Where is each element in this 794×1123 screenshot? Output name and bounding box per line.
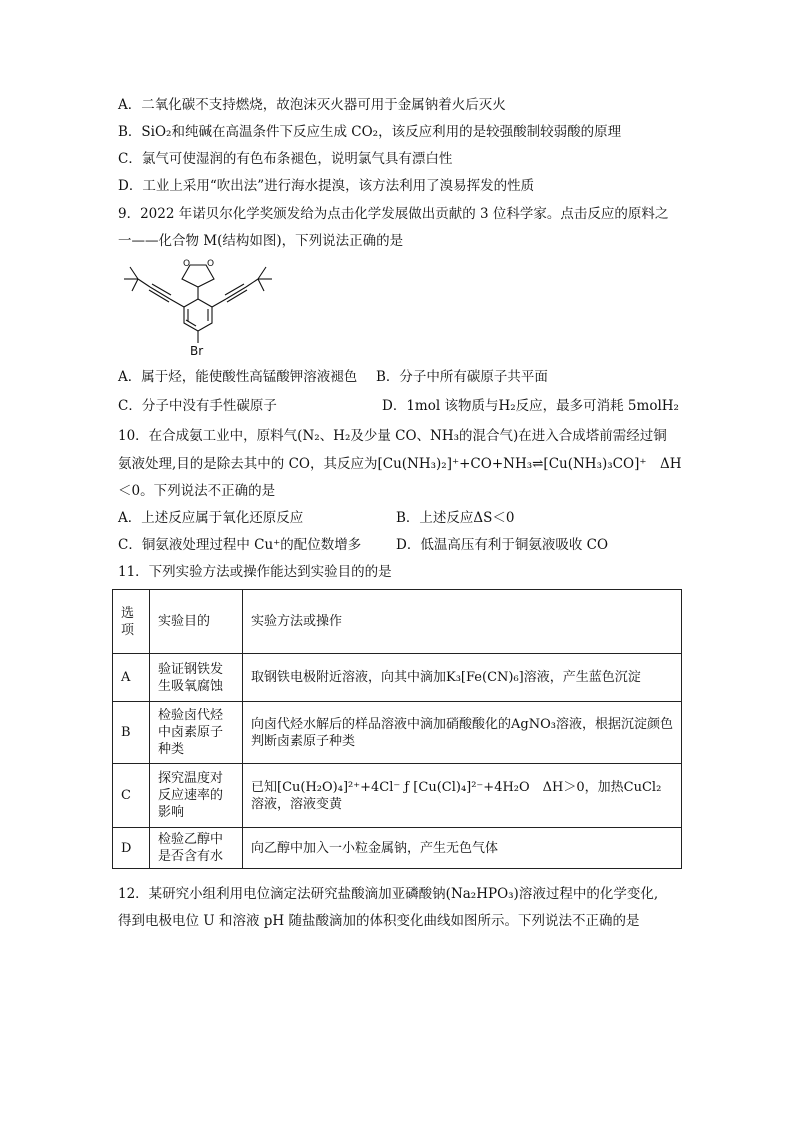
row-method: 向卤代烃水解后的样品溶液中滴加硝酸酸化的AgNO₃溶液，根据沉淀颜色判断卤素原子种类 <box>243 702 682 764</box>
row-method: 已知[Cu(H₂O)₄]²⁺+4Cl⁻ ƒ [Cu(Cl)₄]²⁻+4H₂O ΔH＞0，加热CuCl₂溶液，溶液变黄 <box>243 764 682 828</box>
q11-stem: 11．下列实验方法或操作能达到实验目的的是 <box>118 564 392 580</box>
q10-option-c: C．铜氨液处理过程中 Cu⁺的配位数增多 <box>118 537 362 553</box>
row-option: D <box>113 828 150 869</box>
table-row <box>113 828 682 869</box>
bromine-label: Br <box>190 344 204 358</box>
q10-option-d: D．低温高压有利于铜氨液吸收 CO <box>396 537 609 553</box>
q10-stem-line2: 氨液处理,目的是除去其中的 CO，其反应为[Cu(NH₃)₂]⁺+CO+NH₃⇌[Cu(NH₃)₃CO]⁺ ΔH <box>118 456 682 472</box>
q8-option-b: B．SiO₂和纯碱在高温条件下反应生成 CO₂，该反应利用的是较强酸制较弱酸的原理 <box>118 124 622 140</box>
row-purpose: 检验卤代烃中卤素原子种类 <box>150 702 243 764</box>
q10-option-b: B．上述反应ΔS＜0 <box>396 510 515 526</box>
q9-option-c: C．分子中没有手性碳原子 <box>118 398 277 414</box>
q9-stem-line2: 一——化合物 M(结构如图)，下列说法正确的是 <box>118 233 404 249</box>
row-option: C <box>113 764 150 828</box>
row-method: 向乙醇中加入一小粒金属钠，产生无色气体 <box>243 828 682 869</box>
compound-m-structure <box>110 257 290 361</box>
row-option: B <box>113 702 150 764</box>
header-purpose: 实验目的 <box>150 590 243 654</box>
q8-option-a: A．二氧化碳不支持燃烧，故泡沫灭火器可用于金属钠着火后灭火 <box>118 97 506 113</box>
row-purpose: 探究温度对反应速率的影响 <box>150 764 243 828</box>
table-header-row <box>113 590 682 654</box>
experiment-table <box>112 589 682 869</box>
svg-text:O: O <box>183 259 191 269</box>
row-purpose: 检验乙醇中是否含有水 <box>150 828 243 869</box>
q10-stem-line1: 10．在合成氨工业中，原料气(N₂、H₂及少量 CO、NH₃的混合气)在进入合成塔前需经过铜 <box>118 428 667 444</box>
q9-option-b: B．分子中所有碳原子共平面 <box>376 369 548 385</box>
q9-option-d: D．1mol 该物质与H₂反应，最多可消耗 5molH₂ <box>382 398 679 414</box>
q12-stem-line2: 得到电极电位 U 和溶液 pH 随盐酸滴加的体积变化曲线如图所示。下列说法不正确的是 <box>118 913 640 929</box>
row-purpose: 验证钢铁发生吸氧腐蚀 <box>150 654 243 702</box>
header-method: 实验方法或操作 <box>243 590 682 654</box>
q10-option-a: A．上述反应属于氧化还原反应 <box>118 510 304 526</box>
table-row <box>113 654 682 702</box>
table-row <box>113 702 682 764</box>
q8-option-c: C．氯气可使湿润的有色布条褪色，说明氯气具有漂白性 <box>118 151 453 167</box>
row-option: A <box>113 654 150 702</box>
q9-option-a: A．属于烃，能使酸性高锰酸钾溶液褪色 <box>118 369 358 385</box>
q10-stem-line3: ＜0。下列说法不正确的是 <box>118 483 276 499</box>
row-method: 取钢铁电极附近溶液，向其中滴加K₃[Fe(CN)₆]溶液，产生蓝色沉淀 <box>243 654 682 702</box>
svg-text:O: O <box>207 259 215 269</box>
header-option: 选项 <box>113 590 150 654</box>
q12-stem-line1: 12．某研究小组利用电位滴定法研究盐酸滴加亚磷酸钠(Na₂HPO₃)溶液过程中的化学变化, <box>118 886 659 902</box>
q8-option-d: D．工业上采用“吹出法”进行海水提溴，该方法利用了溴易挥发的性质 <box>118 178 535 194</box>
table-row <box>113 764 682 828</box>
q9-stem-line1: 9．2022 年诺贝尔化学奖颁发给为点击化学发展做出贡献的 3 位科学家。点击反应的原料之 <box>118 206 669 222</box>
